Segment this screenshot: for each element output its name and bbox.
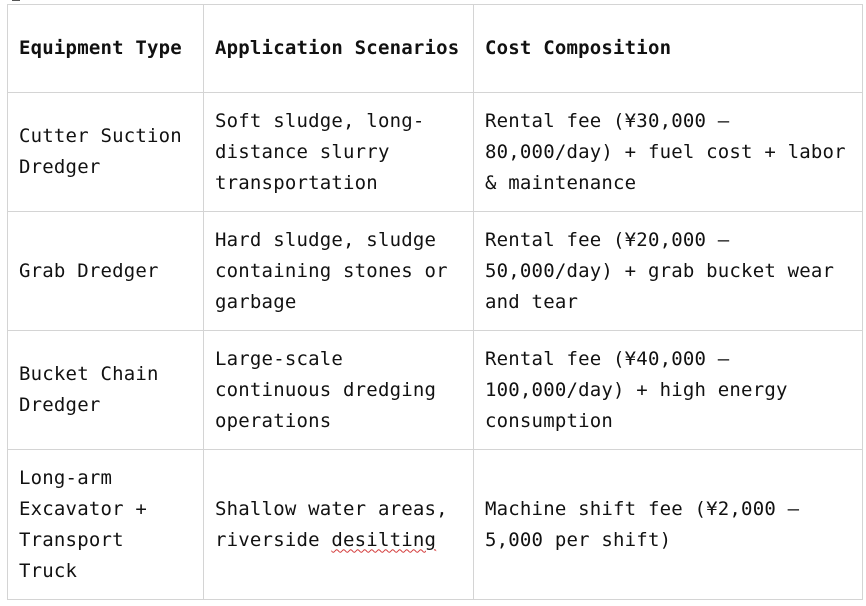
cell-cost: Machine shift fee (¥2,000 – 5,000 per shift) — [474, 450, 863, 600]
table-header-row — [8, 5, 863, 93]
cell-scenarios: Large-scale continuous dredging operations — [204, 331, 474, 450]
equipment-cost-table — [7, 4, 863, 600]
cell-cost: Rental fee (¥20,000 – 50,000/day) + grab bucket wear and tear — [474, 212, 863, 331]
table-row — [8, 93, 863, 212]
cell-equipment: Bucket Chain Dredger — [8, 331, 204, 450]
header-cost-composition: Cost Composition — [474, 5, 863, 93]
spellcheck-flagged-word: desilting — [331, 528, 437, 551]
cell-cost: Rental fee (¥40,000 – 100,000/day) + high energy consumption — [474, 331, 863, 450]
corner-mark — [12, 0, 20, 3]
cell-scenarios: Soft sludge, long-distance slurry transportation — [204, 93, 474, 212]
cell-scenarios — [204, 450, 474, 600]
table-row — [8, 450, 863, 600]
cell-equipment: Grab Dredger — [8, 212, 204, 331]
cell-equipment: Long-arm Excavator + Transport Truck — [8, 450, 204, 600]
table-container — [7, 4, 862, 601]
cell-equipment: Cutter Suction Dredger — [8, 93, 204, 212]
header-equipment-type: Equipment Type — [8, 5, 204, 93]
header-application-scenarios: Application Scenarios — [204, 5, 474, 93]
cell-scenarios: Hard sludge, sludge containing stones or garbage — [204, 212, 474, 331]
table-row — [8, 331, 863, 450]
table-row — [8, 212, 863, 331]
cell-cost: Rental fee (¥30,000 – 80,000/day) + fuel cost + labor & maintenance — [474, 93, 863, 212]
scenarios-text: Shallow water areas, riverside desilting — [215, 497, 460, 551]
